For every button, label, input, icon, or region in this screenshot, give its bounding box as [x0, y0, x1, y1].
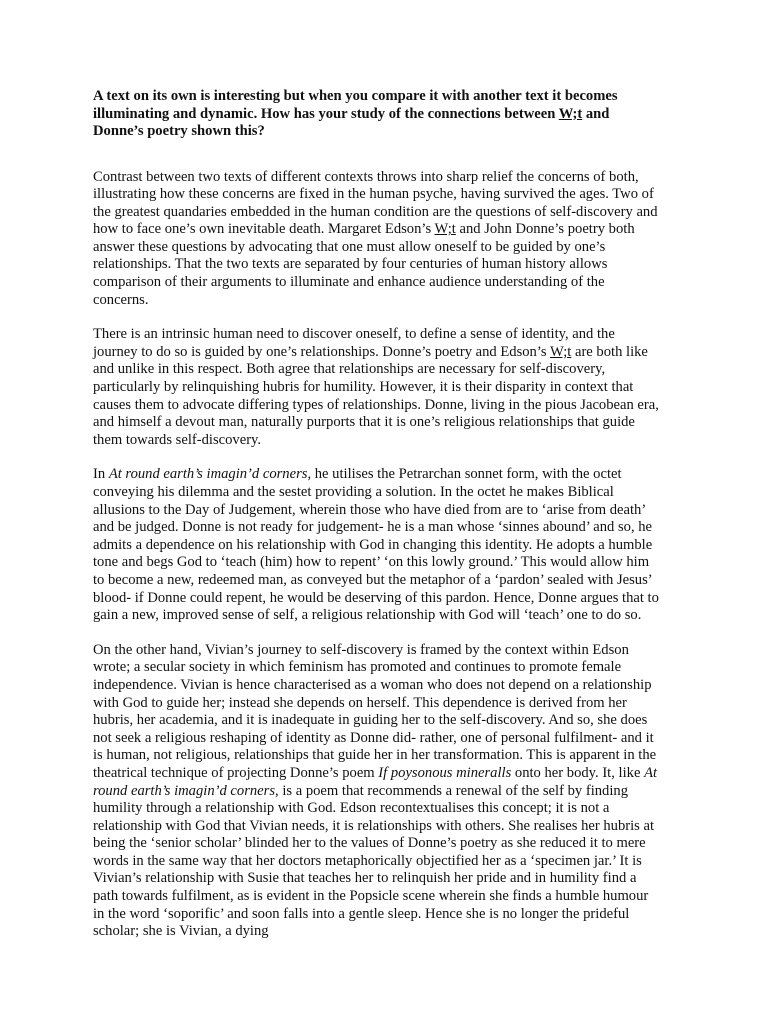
paragraph-4-poem-title-1: If poysonous mineralls: [378, 764, 512, 781]
paragraph-2-text-a: There is an intrinsic human need to discover oneself, to define a sense of identity, and the journey to do so is guided by one’s relationships. Donne’s poetry and Edson’s: [93, 326, 615, 360]
question-wit-title: W;t: [558, 105, 583, 122]
document-page: [93, 88, 659, 958]
paragraph-3: [93, 466, 659, 624]
paragraph-4-text-a: On the other hand, Vivian’s journey to self-discovery is framed by the context within Edson wrote; a secular society in which feminism has promoted and continues to promote female independence. Vivian is hence characterised as a woman who does not depend on a relationship with God to guide her; instead she depends on herself. This dependence is derived from her hubris, her academia, and it is inadequate in guiding her to the self-discovery. And so, she does not seek a religious reshaping of identity as Donne did- rather, one of personal fulfilment- and it is human, not religious, relationships that guide her in her transformation. This is apparent in the theatrical technique of projecting Donne’s poem: [93, 641, 657, 781]
paragraph-1-wit-title: W;t: [434, 221, 456, 238]
paragraph-3-poem-title: At round earth’s imagin’d corners: [108, 466, 308, 483]
paragraph-4-poem-title-2: At round earth’s imagin’d corners: [93, 764, 658, 799]
paragraph-1: [93, 169, 659, 310]
paragraph-4: [93, 642, 659, 941]
paragraph-3-text-b: , he utilises the Petrarchan sonnet form, with the octet conveying his dilemma and the sestet providing a solution. In the octet he makes Biblical allusions to the Day of Judgement, wherein those who have died from are to ‘arise from death’ and be judged. Donne is not ready for judgement- he is a man whose ‘sinnes abound’ and so, he admits a dependence on his relationship with God in changing this identity. He adopts a humble tone and begs God to ‘teach (him) how to repent’ ‘on this lowly ground.’ This would allow him to become a new, redeemed man, as conveyed but the metaphor of a ‘pardon’ sealed with Jesus’ blood- if Donne could repent, he would be deserving of this pardon. Hence, Donne argues that to gain a new, improved sense of self, a religious relationship with God will ‘teach’ one to do so.: [93, 466, 659, 624]
paragraph-1-text-a: Contrast between two texts of different contexts throws into sharp relief the concerns of both, illustrating how these concerns are fixed in the human psyche, having survived the ages. Two of the greatest quandaries embedded in the human condition are the questions of self-discovery and how to face one’s own inevitable death. Margaret Edson’s: [93, 168, 658, 238]
paragraph-2-wit-title: W;t: [549, 343, 572, 360]
question-text-2: and Donne’s poetry shown this?: [93, 105, 610, 139]
paragraph-3-text-a: In: [93, 466, 109, 483]
paragraph-1-text-b: and John Donne’s poetry both answer these questions by advocating that one must allow oneself to be guided by one’s relationships. That the two texts are separated by four centuries of human history allows comparison of their arguments to illuminate and enhance audience understanding of the concerns.: [93, 221, 635, 308]
paragraph-4-text-b: onto her body. It, like: [511, 764, 645, 781]
paragraph-4-text-c: , is a poem that recommends a renewal of the self by finding humility through a relationship with God. Edson recontextualises this concept; it is not a relationship with God that Vivian needs, it is relationships with others. She realises her hubris at being the ‘senior scholar’ blinded her to the values of Donne’s poetry as she reduced it to mere words in the same way that her doctors metaphorically objectified her as a ‘specimen jar.’ It is Vivian’s relationship with Susie that teaches her to relinquish her pride and in humility find a path towards fulfilment, as is evident in the Popsicle scene wherein she finds a humble humour in the word ‘soporific’ and soon falls into a gentle sleep. Hence she is no longer the prideful scholar; she is Vivian, a dying: [93, 782, 655, 940]
paragraph-2-text-b: are both like and unlike in this respect. Both agree that relationships are necessary for self-discovery, particularly by relinquishing hubris for humility. However, it is their disparity in context that causes them to advocate differing types of relationships. Donne, living in the pious Jacobean era, and himself a devout man, naturally purports that it is one’s religious relationships that guide them towards self-discovery.: [93, 343, 659, 448]
question-text-1: A text on its own is interesting but when you compare it with another text it becomes illuminating and dynamic. How has your study of the connections between: [93, 88, 618, 122]
paragraph-2: [93, 326, 659, 449]
essay-question: [93, 88, 659, 141]
